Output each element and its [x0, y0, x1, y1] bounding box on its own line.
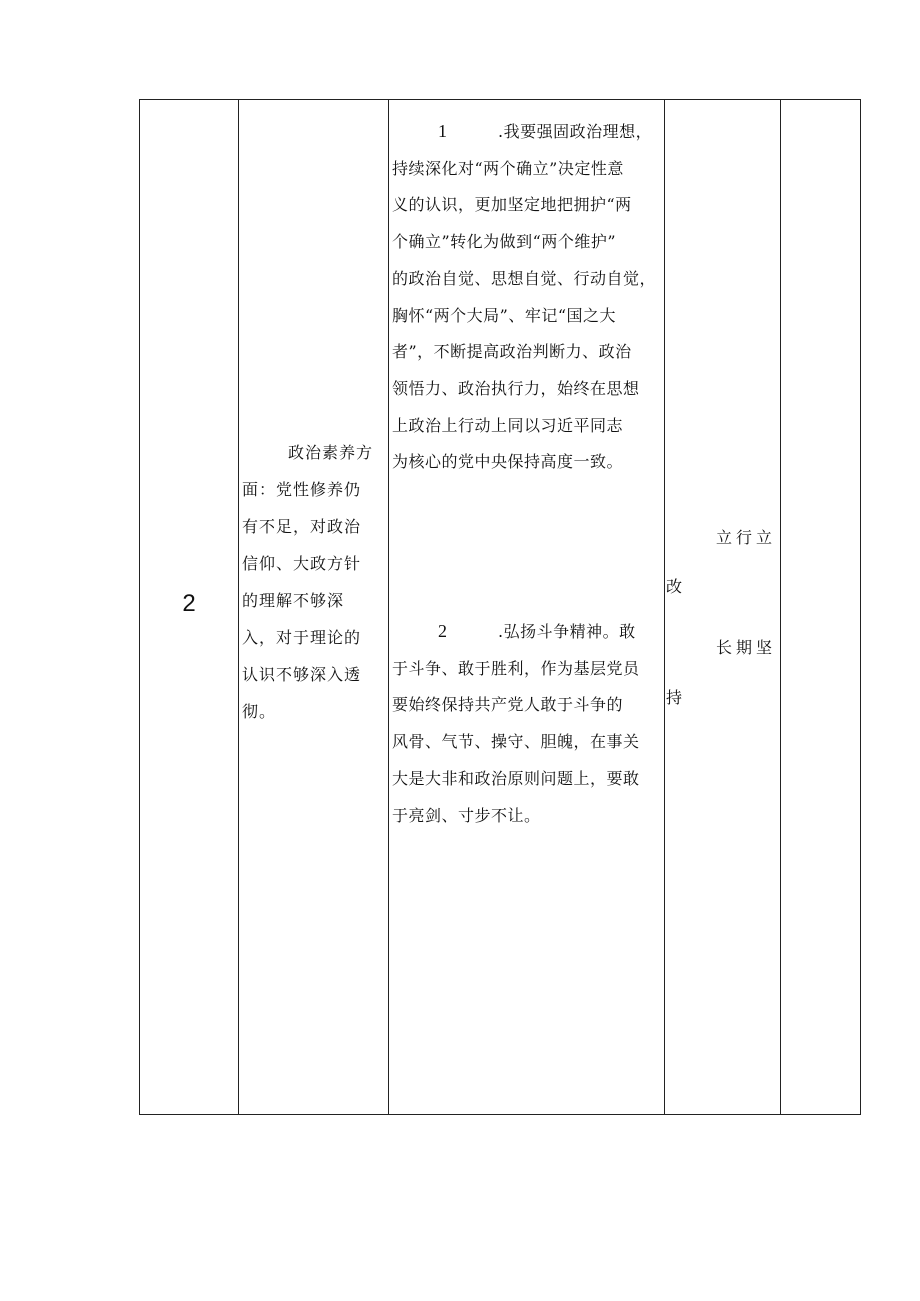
measure-line: 者”，不断提高政治判断力、政治 [392, 342, 632, 362]
measure-line: 义的认识，更加坚定地把拥护“两 [392, 195, 632, 215]
issue-line: 入，对于理论的 [242, 628, 362, 647]
measure-line: 为核心的党中央保持高度一致。 [392, 452, 624, 472]
measure-line: .弘扬斗争精神。敢 [498, 622, 636, 641]
measure-line: 大是大非和政治原则问题上，要敢 [392, 768, 640, 788]
measure-line: 风骨、气节、操守、胆魄，在事关 [392, 732, 640, 752]
measure-line: 上政治上行动上同以习近平同志 [392, 415, 624, 435]
column-divider [388, 100, 389, 1114]
issue-line: 认识不够深入透 [242, 665, 362, 684]
measure-line: 个确立”转化为做到“两个维护” [392, 232, 617, 252]
measure-number: 1 [438, 121, 448, 141]
rectification-table [139, 99, 861, 1115]
rectification-type-top: 改 [666, 577, 683, 596]
column-divider [238, 100, 239, 1114]
column-divider [780, 100, 781, 1114]
measure-line: 领悟力、政治执行力，始终在思想 [392, 378, 640, 398]
measure-line: 于斗争、敢于胜利，作为基层党员 [392, 658, 640, 678]
measure-line: .我要强固政治理想， [498, 122, 653, 141]
issue-line: 彻。 [242, 702, 277, 721]
measure-item-2 [392, 613, 664, 834]
issue-line: 有不足，对政治 [242, 517, 362, 536]
measure-line: 于亮剑、寸步不让。 [392, 805, 541, 825]
rectification-type-bottom: 持 [666, 688, 683, 707]
measure-line: 要始终保持共产党人敢于斗争的 [392, 695, 624, 715]
issue-description [242, 434, 385, 730]
measure-item-1 [392, 113, 664, 481]
time-limit-top: 立行立 [716, 528, 777, 547]
measure-line: 持续深化对“两个确立”决定性意 [392, 158, 624, 178]
row-number: 2 [182, 590, 196, 617]
issue-line: 的理解不够深 [242, 591, 345, 610]
issue-line: 面：党性修养仍 [242, 480, 362, 499]
time-limit-bottom: 长期坚 [716, 638, 777, 657]
measure-line: 胸怀“两个大局”、牢记“国之大 [392, 305, 617, 325]
column-divider [664, 100, 665, 1114]
measure-line: 的政治自觉、思想自觉、行动自觉， [392, 268, 657, 288]
measure-number: 2 [438, 621, 448, 641]
issue-line: 政治素养方 [288, 443, 374, 462]
issue-line: 信仰、大政方针 [242, 554, 362, 573]
